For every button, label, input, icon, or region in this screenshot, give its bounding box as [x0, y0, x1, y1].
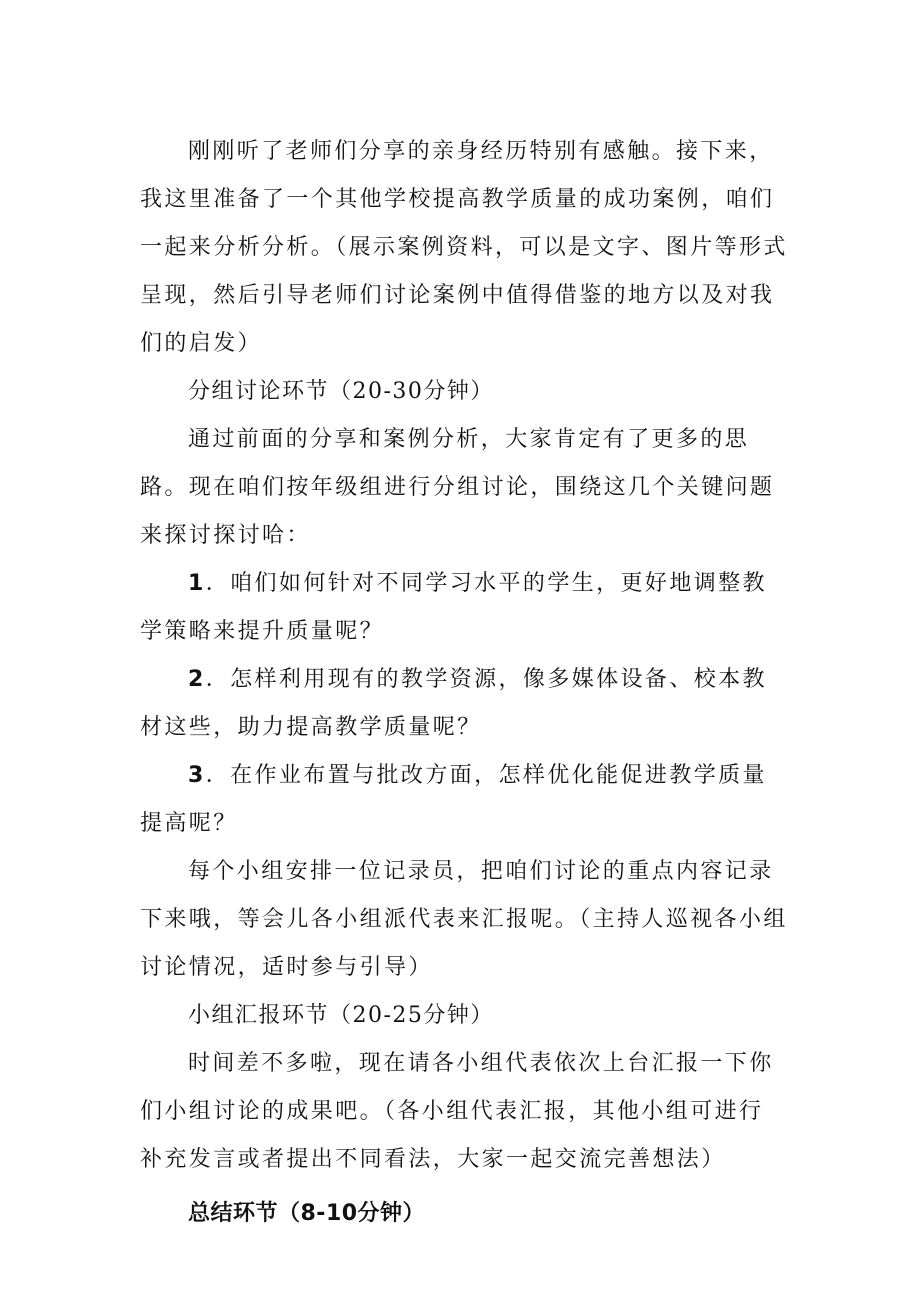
question-1-number: 1: [188, 571, 206, 596]
document-body: [140, 128, 790, 1238]
heading-group-report: 小组汇报环节（20-25分钟）: [188, 1003, 494, 1028]
question-2-text: ．怎样利用现有的教学资源，像多媒体设备、校本教材这些，助力提高教学质量呢？: [140, 667, 767, 740]
question-2: [140, 656, 790, 752]
question-3-text: ．在作业布置与批改方面，怎样优化能促进教学质量提高呢？: [140, 763, 767, 836]
question-3: [140, 752, 790, 848]
heading-summary: 总结环节（8-10分钟）: [188, 1201, 426, 1226]
question-1: [140, 560, 790, 656]
question-1-text: ．咱们如何针对不同学习水平的学生，更好地调整教学策略来提升质量呢？: [140, 571, 767, 644]
paragraph-report-a: 时间差不多啦，现在请各小组代表依次上台汇报一下你们小组讨论的成果吧。（各小组代表汇报，其他小组可进行: [140, 1051, 774, 1124]
paragraph-case-study: 刚刚听了老师们分享的亲身经历特别有感触。接下来，我这里准备了一个其他学校提高教学质量的成功案例，咱们一起来分析分析。（展示案例资料，可以是文字、图片等形式呈现，然后引导老师们讨论案例中值得借鉴的地方以及对我们的启发）: [140, 139, 788, 356]
question-3-number: 3: [188, 763, 206, 788]
paragraph-report-b: 补充发言或者提出不同看法，大家一起交流完善想法）: [140, 1147, 726, 1172]
paragraph-discussion-intro: 通过前面的分享和案例分析，大家肯定有了更多的思路。现在咱们按年级组进行分组讨论，围绕这几个关键问题来探讨探讨哈：: [140, 427, 775, 548]
heading-group-discussion: 分组讨论环节（20-30分钟）: [188, 379, 494, 404]
paragraph-recorder: 每个小组安排一位记录员，把咱们讨论的重点内容记录下来哦，等会儿各小组派代表来汇报呢。（主持人巡视各小组讨论情况，适时参与引导）: [140, 859, 788, 980]
question-2-number: 2: [188, 667, 206, 692]
